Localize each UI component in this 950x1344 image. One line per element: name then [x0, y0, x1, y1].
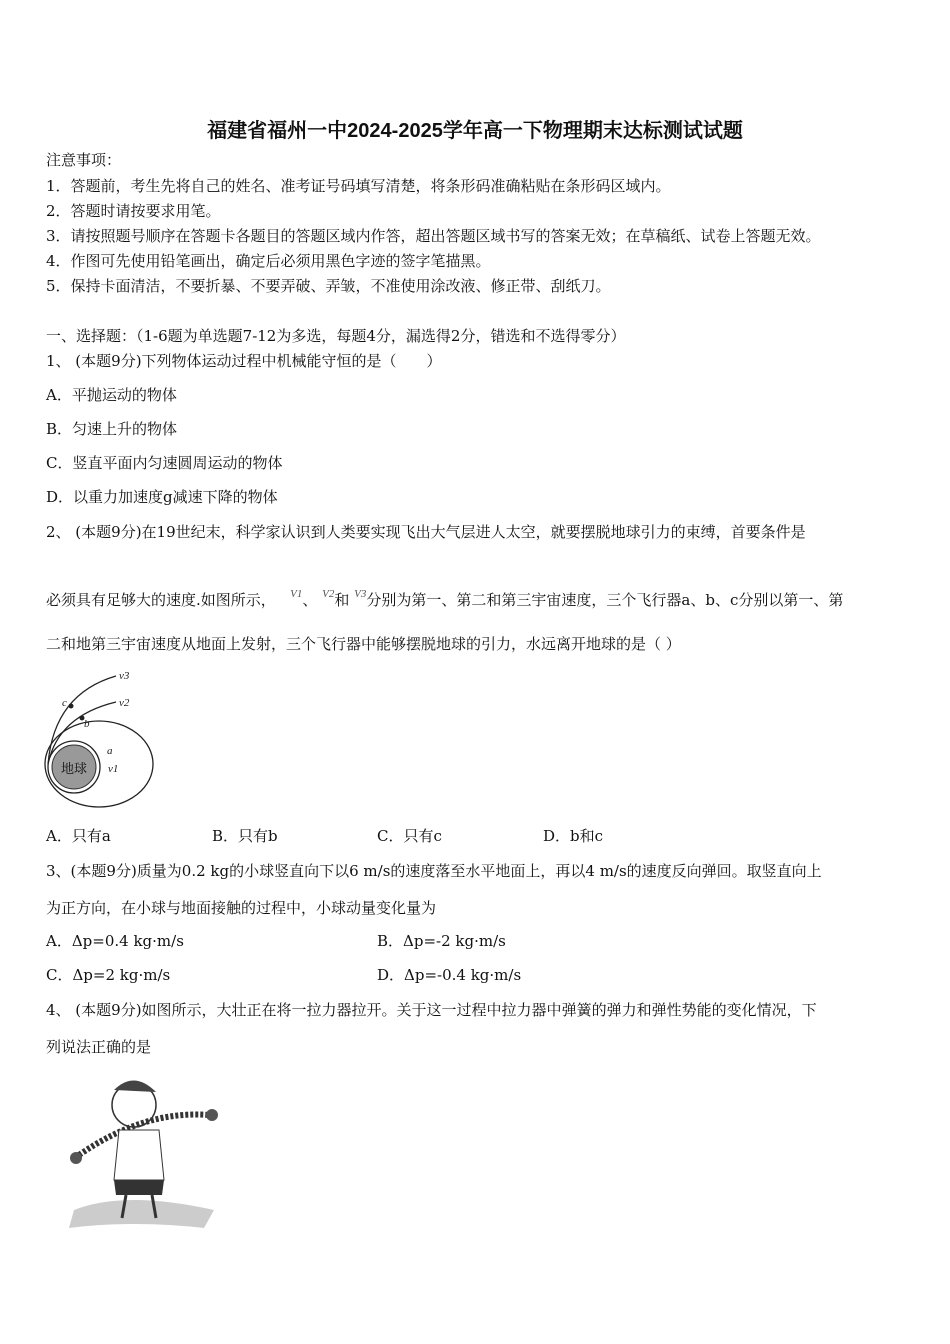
cosmic-velocity-figure	[44, 664, 164, 814]
q2-line1: 2、 (本题9分)在19世纪末，科学家认识到人类要实现飞出大气层进人太空，就要摆脱地球引力的束缚，首要条件是	[46, 523, 806, 541]
q4-line1: 4、 (本题9分)如图所示，大壮正在将一拉力器拉开。关于这一过程中拉力器中弹簧的弹力和弹性势能的变化情况，下	[46, 1001, 817, 1019]
notes-heading: 注意事项：	[46, 151, 122, 169]
q3-line2: 为正方向，在小球与地面接触的过程中，小球动量变化量为	[46, 899, 437, 917]
v2-symbol: V2	[322, 588, 335, 600]
q1-option-b: B．匀速上升的物体	[46, 420, 178, 438]
v2-label: v2	[119, 697, 130, 709]
v1-symbol: V1	[290, 588, 303, 600]
q3-line1: 3、(本题9分)质量为0.2 kg的小球竖直向下以6 m/s的速度落至水平地面上，再以4 m/s的速度反向弹回。取竖直向上	[46, 862, 822, 880]
q2-line3: 二和地第三宇宙速度从地面上发射，三个飞行器中能够摆脱地球的引力，水远离开地球的是（ ）	[46, 635, 681, 653]
q2-line2	[46, 584, 843, 610]
section-heading: 一、选择题：（1-6题为单选题7-12为多选，每题4分，漏选得2分，错选和不选得零分）	[46, 327, 626, 345]
q2-option-c: C．只有c	[377, 827, 442, 845]
note-item: 1．答题前，考生先将自己的姓名、准考证号码填写清楚，将条形码准确粘贴在条形码区域内。	[46, 177, 671, 195]
spring-expander-figure	[64, 1070, 224, 1232]
q3-option-a: A．Δp=0.4 kg·m/s	[46, 932, 184, 950]
q1-stem: 1、 (本题9分)下列物体运动过程中机械能守恒的是（ ）	[46, 352, 442, 370]
q1-option-a: A．平抛运动的物体	[46, 386, 177, 404]
earth-label: 地球	[61, 762, 88, 777]
q2-option-a: A．只有a	[46, 827, 111, 845]
q2-text: 必须具有足够大的速度.如图所示，	[46, 591, 276, 609]
q3-option-b: B．Δp=-2 kg·m/s	[377, 932, 506, 950]
b-label: b	[84, 718, 90, 730]
c-label: c	[62, 697, 67, 709]
q2-option-b: B．只有b	[212, 827, 278, 845]
v3-symbol: V3	[354, 588, 367, 600]
q3-option-c: C．Δp=2 kg·m/s	[46, 966, 171, 984]
v1-label: v1	[108, 763, 119, 775]
page-title: 福建省福州一中2024-2025学年高一下物理期末达标测试试题	[207, 120, 743, 142]
q2-option-d: D．b和c	[543, 827, 604, 845]
q1-option-d: D．以重力加速度g减速下降的物体	[46, 488, 278, 506]
q1-option-c: C．竖直平面内匀速圆周运动的物体	[46, 454, 283, 472]
v3-label: v3	[119, 670, 130, 682]
sep: 、	[302, 591, 318, 609]
q4-line2: 列说法正确的是	[46, 1038, 152, 1056]
note-item: 2．答题时请按要求用笔。	[46, 202, 221, 220]
note-item: 4．作图可先使用铅笔画出，确定后必须用黑色字迹的签字笔描黑。	[46, 252, 491, 270]
q2-text: 分别为第一、第二和第三宇宙速度，三个飞行器a、b、c分别以第一、第	[366, 591, 844, 609]
sep: 和	[334, 591, 350, 609]
note-item: 5．保持卡面清洁，不要折暴、不要弄破、弄皱，不准使用涂改液、修正带、刮纸刀。	[46, 277, 611, 295]
q3-option-d: D．Δp=-0.4 kg·m/s	[377, 966, 522, 984]
a-label: a	[107, 745, 113, 757]
note-item: 3．请按照题号顺序在答题卡各题目的答题区域内作答，超出答题区域书写的答案无效；在草稿纸、试卷上答题无效。	[46, 227, 821, 245]
